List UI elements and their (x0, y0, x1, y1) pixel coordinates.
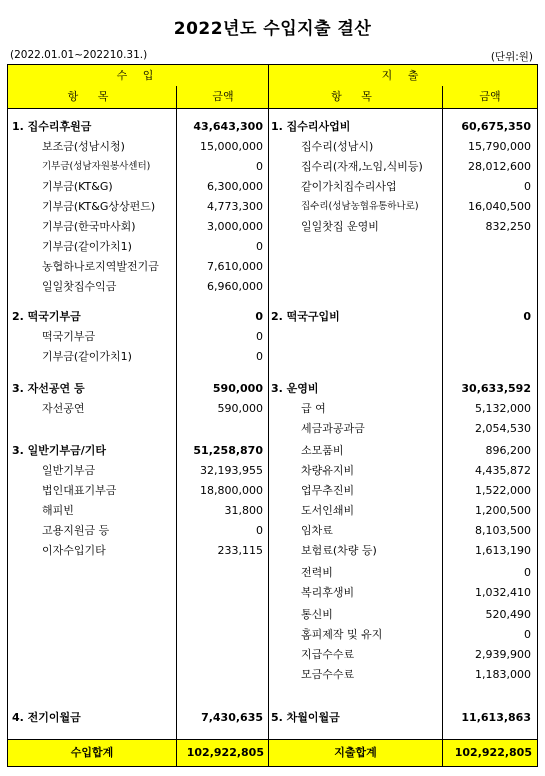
expense-row (269, 379, 537, 399)
expense-row-amount: 15,790,000 (468, 140, 531, 153)
income-row-label: 1. 집수리후원금 (12, 120, 92, 133)
income-row-amount: 6,960,000 (207, 280, 263, 293)
income-row-amount: 32,193,955 (200, 464, 263, 477)
income-row-label: 기부금(같이가치1) (42, 240, 132, 253)
income-row-label: 법인대표기부금 (42, 484, 117, 497)
income-row-amount: 7,610,000 (207, 260, 263, 273)
expense-row (269, 625, 537, 645)
expense-row (269, 217, 537, 237)
expense-row-label: 집수리(성남시) (301, 140, 374, 153)
income-row-label: 3. 자선공연 등 (12, 382, 85, 395)
expense-row-label: 업무추진비 (301, 484, 355, 497)
income-row-amount: 0 (256, 330, 263, 343)
expense-row-amount: 0 (524, 566, 531, 579)
expense-row-amount: 1,032,410 (475, 586, 531, 599)
expense-row-label: 1. 집수리사업비 (271, 120, 351, 133)
expense-row-amount: 60,675,350 (461, 120, 531, 133)
income-row-amount: 6,300,000 (207, 180, 263, 193)
expense-row-label: 소모품비 (301, 444, 344, 457)
expense-row-label: 통신비 (301, 608, 333, 621)
income-row-label: 3. 일반기부금/기타 (12, 444, 107, 457)
income-row-label: 기부금(같이가치1) (42, 350, 132, 363)
income-row-amount: 233,115 (217, 544, 263, 557)
expense-row-amount: 2,939,900 (475, 648, 531, 661)
expense-row-label: 세금과공과금 (301, 422, 365, 435)
page-title: 2022년도 수입지출 결산 (173, 19, 372, 39)
expense-row-amount: 0 (524, 628, 531, 641)
expense-header (269, 86, 537, 109)
expense-row-label: 같이가치집수리사업 (301, 180, 397, 193)
expense-row-label: 급 여 (301, 402, 326, 415)
expense-amount-header: 금액 (442, 86, 537, 108)
income-row-label: 기부금(KT&G) (42, 180, 113, 193)
expense-row-amount: 28,012,600 (468, 160, 531, 173)
income-row (8, 257, 268, 277)
expense-row-amount: 1,613,190 (475, 544, 531, 557)
expense-row (269, 157, 537, 177)
expense-row (269, 399, 537, 419)
expense-row (269, 117, 537, 137)
expense-row-label: 집수리(성남농협유통하나로) (301, 201, 419, 212)
income-row-label: 기부금(KT&G상상펀드) (42, 200, 156, 213)
expense-row (269, 307, 537, 327)
income-row (8, 541, 268, 561)
expense-row-label: 지급수수료 (301, 648, 355, 661)
expense-row-amount: 1,522,000 (475, 484, 531, 497)
expense-row (269, 583, 537, 603)
expense-row-label: 일일찻집 운영비 (301, 220, 379, 233)
expense-row-amount: 832,250 (485, 220, 531, 233)
income-row-amount: 18,800,000 (200, 484, 263, 497)
income-row-label: 일반기부금 (42, 464, 96, 477)
income-header (8, 86, 268, 109)
income-row-amount: 51,258,870 (193, 444, 263, 457)
income-row-amount: 0 (256, 240, 263, 253)
income-row-amount: 3,000,000 (207, 220, 263, 233)
income-row (8, 501, 268, 521)
income-row (8, 157, 268, 177)
expense-row-label: 차량유지비 (301, 464, 355, 477)
expense-row-amount: 1,200,500 (475, 504, 531, 517)
expense-row-amount: 520,490 (485, 608, 531, 621)
income-row-label: 기부금(한국마사회) (42, 220, 136, 233)
expense-row-amount: 30,633,592 (461, 382, 531, 395)
expense-row (269, 708, 537, 728)
expense-row-label: 임차료 (301, 524, 333, 537)
income-row-amount: 31,800 (224, 504, 263, 517)
unit-label: (단위:원) (490, 51, 533, 63)
expense-row (269, 521, 537, 541)
expense-row-amount: 4,435,872 (475, 464, 531, 477)
income-row-label: 2. 떡국기부금 (12, 310, 81, 323)
income-row (8, 177, 268, 197)
expense-row-label: 5. 차월이월금 (271, 711, 340, 724)
expense-row-label: 3. 운영비 (271, 382, 319, 395)
income-total-amount: 102,922,805 (176, 740, 264, 766)
income-caption: 수 입 (8, 65, 268, 87)
income-row-label: 떡국기부금 (42, 330, 96, 343)
income-row-amount: 4,773,300 (207, 200, 263, 213)
expense-row (269, 501, 537, 521)
income-row-amount: 0 (256, 524, 263, 537)
expense-caption: 지 출 (269, 65, 537, 87)
income-row (8, 137, 268, 157)
income-row (8, 217, 268, 237)
expense-row-label: 집수리(자재,노임,식비등) (301, 160, 423, 173)
income-total-row (8, 739, 268, 766)
income-row (8, 441, 268, 461)
expense-row-amount: 0 (523, 310, 531, 323)
income-row-label: 4. 전기이월금 (12, 711, 81, 724)
expense-row-amount: 1,183,000 (475, 668, 531, 681)
income-row (8, 237, 268, 257)
expense-row (269, 177, 537, 197)
income-row-amount: 0 (256, 160, 263, 173)
expense-row-label: 모금수수료 (301, 668, 355, 681)
income-row (8, 277, 268, 297)
income-row (8, 327, 268, 347)
expense-row (269, 197, 537, 217)
income-row-amount: 590,000 (212, 382, 263, 395)
expense-row (269, 441, 537, 461)
expense-row-amount: 16,040,500 (468, 200, 531, 213)
expense-row (269, 461, 537, 481)
income-row-label: 고용지원금 등 (42, 524, 110, 537)
expense-panel (268, 64, 538, 767)
income-total-label: 수입합계 (70, 746, 114, 759)
income-row (8, 307, 268, 327)
expense-total-row (269, 739, 537, 766)
expense-row-label: 전력비 (301, 566, 333, 579)
income-row-amount: 7,430,635 (201, 711, 263, 724)
income-row (8, 197, 268, 217)
income-row (8, 347, 268, 367)
expense-row (269, 563, 537, 583)
expense-row-amount: 11,613,863 (461, 711, 531, 724)
income-item-header: 항 목 (67, 90, 117, 103)
income-row-amount: 43,643,300 (193, 120, 263, 133)
expense-total-label: 지출합계 (334, 746, 377, 759)
income-row-label: 농협하나로지역발전기금 (42, 260, 159, 273)
expense-row-amount: 8,103,500 (475, 524, 531, 537)
expense-row (269, 645, 537, 665)
expense-row (269, 137, 537, 157)
period-label: (2022.01.01~202210.31.) (10, 49, 148, 61)
income-row-amount: 15,000,000 (200, 140, 263, 153)
expense-row-amount: 2,054,530 (475, 422, 531, 435)
expense-row-amount: 896,200 (485, 444, 531, 457)
expense-item-header: 항 목 (331, 90, 380, 103)
income-row-label: 기부금(성남자원봉사센터) (42, 161, 151, 172)
income-panel (7, 64, 269, 767)
expense-total-amount: 102,922,805 (442, 740, 532, 766)
expense-row (269, 605, 537, 625)
income-row (8, 521, 268, 541)
income-amount-header: 금액 (176, 86, 269, 108)
expense-row-label: 보험료(차량 등) (301, 544, 377, 557)
expense-row (269, 419, 537, 439)
income-row-label: 보조금(성남시청) (42, 140, 125, 153)
income-row-label: 해피빈 (42, 504, 74, 517)
income-row (8, 117, 268, 137)
income-row-label: 자선공연 (42, 402, 85, 415)
income-row (8, 399, 268, 419)
expense-row-label: 복리후생비 (301, 586, 355, 599)
expense-row (269, 541, 537, 561)
income-row (8, 481, 268, 501)
expense-row-amount: 5,132,000 (475, 402, 531, 415)
expense-row-label: 홈피제작 및 유지 (301, 628, 383, 641)
income-row-amount: 590,000 (217, 402, 263, 415)
income-row-label: 이자수입기타 (42, 544, 106, 557)
expense-row-label: 2. 떡국구입비 (271, 310, 340, 323)
income-row-label: 일일찻집수익금 (42, 280, 117, 293)
expense-row-amount: 0 (524, 180, 531, 193)
expense-row (269, 481, 537, 501)
expense-row (269, 665, 537, 685)
income-row (8, 708, 268, 728)
income-row (8, 379, 268, 399)
expense-row-label: 도서인쇄비 (301, 504, 355, 517)
income-row (8, 461, 268, 481)
income-row-amount: 0 (255, 310, 263, 323)
income-row-amount: 0 (256, 350, 263, 363)
